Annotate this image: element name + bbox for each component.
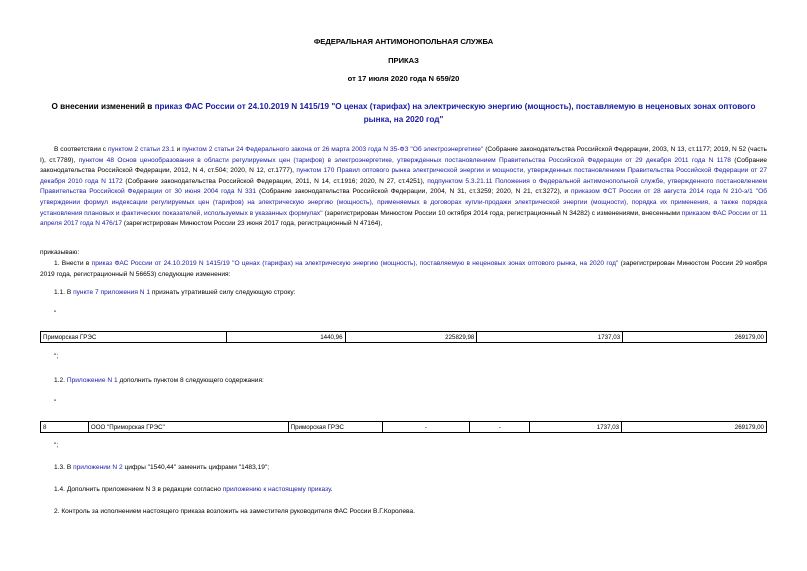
preamble-link-1[interactable]: пунктом 2 статьи 23.1 [107, 146, 175, 153]
table-cell: Приморская ГРЭС [288, 422, 382, 433]
item-1-4 [54, 485, 333, 496]
title-link[interactable]: приказ ФАС России от 24.10.2019 N 1415/19 "О ценах (тарифах) на электрическую энергию (мощность), поставляемую в неценовых зонах оптового рынка, на 2020 год" [154, 102, 756, 124]
item-1-3-text-2: цифры "1540,44" заменить цифрами "1483,19"; [122, 464, 270, 471]
preamble-link-3[interactable]: пунктом 48 Основ ценообразования в области регулируемых цен (тарифов) в электроэнергетике, утвержденных постановлением Правительства Российской Федерации от 29 декабря 2011 года N 1178 [78, 156, 731, 164]
quote-close-2: "; [54, 442, 59, 449]
quote-open-1: " [54, 310, 57, 317]
item-1 [40, 259, 767, 280]
preamble-text-2: и [174, 146, 183, 153]
item-1-1-link-2[interactable]: приложения N 1 [100, 289, 151, 296]
table-cell: 269179,00 [623, 332, 767, 343]
item-1-1-text-1: 1.1. В [54, 289, 74, 296]
item-1-text-2: (зарегистрирован Минюстом России 29 ноября 2019 года, регистрационный N 56653) следующие изменения: [40, 260, 767, 278]
table-cell: - [470, 422, 530, 433]
preamble-link-6[interactable]: приказом ФСТ России от 28 августа 2014 года N 210-э/1 "Об утверждении формул индексации регулируемых цен (тарифов) на электрическую энергию (мощность), применяемых в договорах купли-продажи электрической энергии (мощности), порядка их применения, а также порядка установления плановых и фактических показателей, используемых в указанных формулах" [40, 188, 767, 217]
quote-close-1: "; [54, 353, 59, 360]
table-cell: 1737,03 [477, 332, 623, 343]
preamble-text-3: (Собрание законодательства Российской Федерации, 2003, N 13, ст.1177; 2019, N 52 (часть I), ст.7789), [40, 146, 767, 164]
item-1-3-text-1: 1.3. В [54, 464, 74, 471]
quote-open-2: " [54, 399, 57, 406]
item-1-2-text-2: дополнить пунктом 8 следующего содержания: [117, 377, 264, 384]
table-cell: 8 [41, 422, 89, 433]
order-word: приказываю: [40, 249, 80, 256]
preamble-text-6: (Собрание законодательства Российской Федерации, 2004, N 31, ст.3259; 2020, N 21, ст.3272), и [256, 188, 572, 196]
table-row [41, 332, 767, 343]
item-1-link[interactable]: приказ ФАС России от 24.10.2019 N 1415/19 "О ценах (тарифах) на электрическую энергию (мощность), поставляемую в неценовых зонах оптового рынка, на 2020 год" [91, 260, 619, 267]
preamble-link-4[interactable]: пунктом 170 Правил оптового рынка электрической энергии и мощности, утвержденных постановлением Правительства Российской Федерации от 27 декабря 2010 года N 1172 [40, 167, 767, 185]
table-cell: 1737,03 [530, 422, 622, 433]
agency-heading: ФЕДЕРАЛЬНАЯ АНТИМОНОПОЛЬНАЯ СЛУЖБА [313, 37, 494, 46]
added-row-table [40, 421, 767, 433]
item-1-2-text-1: 1.2. [54, 377, 67, 384]
preamble-link-7[interactable]: приказом ФАС России от 11 апреля 2017 года N 476/17 [40, 209, 768, 228]
preamble-text-4: (Собрание законодательства Российской Федерации, 2012, N 4, ст.504; 2020, N 12, ст.1777), [40, 156, 768, 175]
removed-row-table [40, 331, 767, 343]
table-row [41, 422, 767, 433]
document-title [40, 101, 767, 126]
table-cell: 1440,96 [226, 332, 345, 343]
item-1-4-text-2: . [330, 486, 333, 493]
item-1-1-link-1[interactable]: пункте 7 [73, 289, 99, 296]
item-1-3-link[interactable]: приложении N 2 [73, 464, 123, 471]
table-cell: 269179,00 [622, 422, 767, 433]
preamble-link-5[interactable]: подпунктом 5.3.21.11 Положения о Федеральной антимонопольной службе, утвержденного постановлением Правительства Российской Федерации от 30 июня 2004 года N 331 [40, 177, 767, 196]
doc-type-heading: ПРИКАЗ [388, 56, 419, 65]
item-1-3 [54, 463, 269, 474]
item-1-2 [54, 376, 264, 387]
table-cell: 225829,98 [345, 332, 477, 343]
item-1-2-link[interactable]: Приложение N 1 [66, 377, 118, 384]
preamble-text-8: (зарегистрирован Минюстом России 23 июня 2017 года, регистрационный N 47164), [122, 220, 383, 228]
doc-date-number: от 17 июля 2020 года N 659/20 [347, 74, 460, 83]
item-1-4-text-1: 1.4. Дополнить приложением N 3 в редакции согласно [54, 486, 223, 493]
item-1-1 [54, 288, 295, 299]
item-1-1-text-3: признать утратившей силу следующую строку: [150, 289, 296, 296]
preamble-text-1: В соответствии с [54, 146, 108, 153]
table-cell: Приморская ГРЭС [41, 332, 227, 343]
item-1-4-link[interactable]: приложению к настоящему приказу [222, 486, 331, 493]
preamble-text-5: (Собрание законодательства Российской Федерации, 2011, N 14, ст.1916; 2020, N 27, ст.4251), [122, 177, 428, 185]
item-1-text-1: 1. Внести в [54, 260, 92, 267]
title-prefix: О внесении изменений в [51, 102, 155, 111]
item-2: 2. Контроль за исполнением настоящего приказа возложить на заместителя руководителя ФАС России В.Г.Королева. [54, 508, 415, 515]
table-cell: - [382, 422, 470, 433]
table-cell: ООО "Приморская ГРЭС" [88, 422, 288, 433]
preamble-paragraph [40, 145, 767, 230]
preamble-text-7: (зарегистрирован Минюстом России 10 октября 2014 года, регистрационный N 34282) с изменениями, внесенными [322, 209, 682, 217]
preamble-link-2[interactable]: пунктом 2 статьи 24 Федерального закона от 26 марта 2003 года N 35-ФЗ "Об электроэнергетике" [182, 146, 484, 153]
